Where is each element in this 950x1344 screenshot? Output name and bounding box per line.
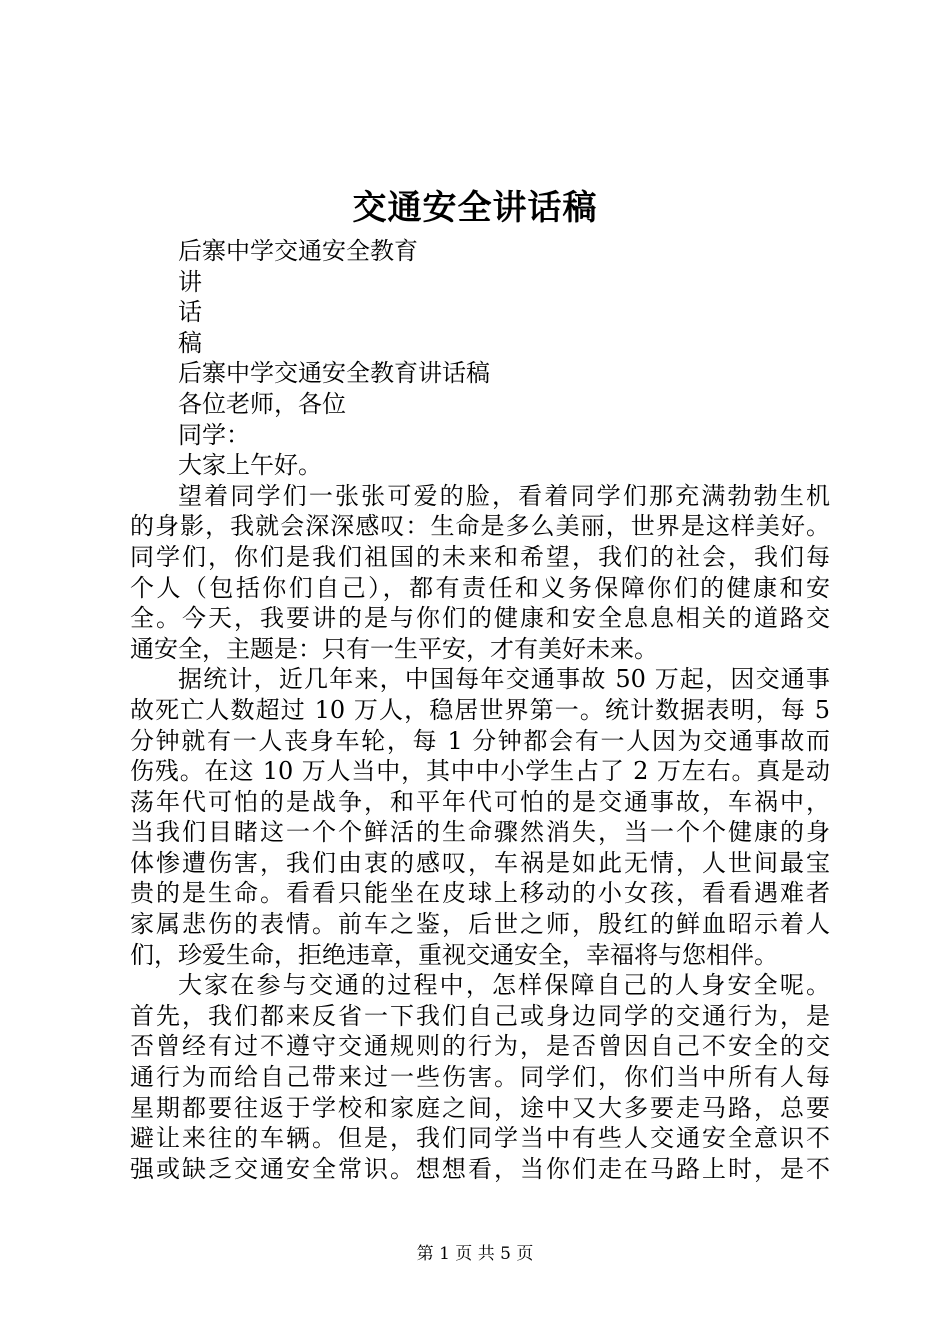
text-line: 荡年代可怕的是战争，和平年代可怕的是交通事故，车祸中， [130,787,830,816]
text-line: 话 [178,298,202,327]
text-line: 当我们目睹这一个个鲜活的生命骤然消失，当一个个健康的身 [130,818,830,847]
text-line: 们，珍爱生命，拒绝违章，重视交通安全，幸福将与您相伴。 [130,940,778,969]
text-line: 否曾经有过不遵守交通规则的行为，是否曾因自己不安全的交 [130,1032,830,1061]
text-line: 故死亡人数超过 10 万人，稳居世界第一。统计数据表明，每 5 [130,695,830,724]
text-line: 的身影，我就会深深感叹：生命是多么美丽，世界是这样美好。 [130,512,830,541]
text-line: 各位老师，各位 [178,389,346,418]
text-line: 首先，我们都来反省一下我们自己或身边同学的交通行为，是 [130,1001,830,1030]
text-line: 家属悲伤的表情。前车之鉴，后世之师，殷红的鲜血昭示着人 [130,910,830,939]
text-line: 星期都要往返于学校和家庭之间，途中又大多要走马路，总要 [130,1093,830,1122]
text-line: 通行为而给自己带来过一些伤害。同学们，你们当中所有人每 [130,1063,830,1092]
text-line: 同学： [178,420,250,449]
text-line: 分钟就有一人丧身车轮，每 1 分钟都会有一人因为交通事故而 [130,726,830,755]
document-title: 交通安全讲话稿 [352,188,598,228]
text-line: 全。今天，我要讲的是与你们的健康和安全息息相关的道路交 [130,604,830,633]
page-footer: 第 1 页 共 5 页 [416,1244,534,1264]
text-line: 通安全，主题是：只有一生平安，才有美好未来。 [130,634,658,663]
text-line: 后寨中学交通安全教育讲话稿 [178,359,490,388]
text-line: 稿 [178,328,202,357]
text-line: 体惨遭伤害，我们由衷的感叹，车祸是如此无情，人世间最宝 [130,848,830,877]
text-line: 同学们，你们是我们祖国的未来和希望，我们的社会，我们每 [130,542,830,571]
text-line: 大家上午好。 [178,451,322,480]
text-line: 后寨中学交通安全教育 [178,237,418,265]
text-line: 避让来往的车辆。但是，我们同学当中有些人交通安全意识不 [130,1124,830,1153]
text-line: 大家在参与交通的过程中，怎样保障自己的人身安全呢。 [178,971,830,1000]
text-line: 据统计，近几年来，中国每年交通事故 50 万起，因交通事 [178,665,830,694]
text-line: 望着同学们一张张可爱的脸，看着同学们那充满勃勃生机 [178,481,830,510]
text-line: 伤残。在这 10 万人当中，其中中小学生占了 2 万左右。真是动 [130,757,830,786]
text-line: 贵的是生命。看看只能坐在皮球上移动的小女孩，看看遇难者 [130,879,830,908]
document-body [130,236,830,1184]
text-line: 个人（包括你们自己），都有责任和义务保障你们的健康和安 [130,573,830,602]
text-line: 讲 [178,267,202,296]
text-line: 强或缺乏交通安全常识。想想看，当你们走在马路上时，是不 [130,1154,830,1183]
